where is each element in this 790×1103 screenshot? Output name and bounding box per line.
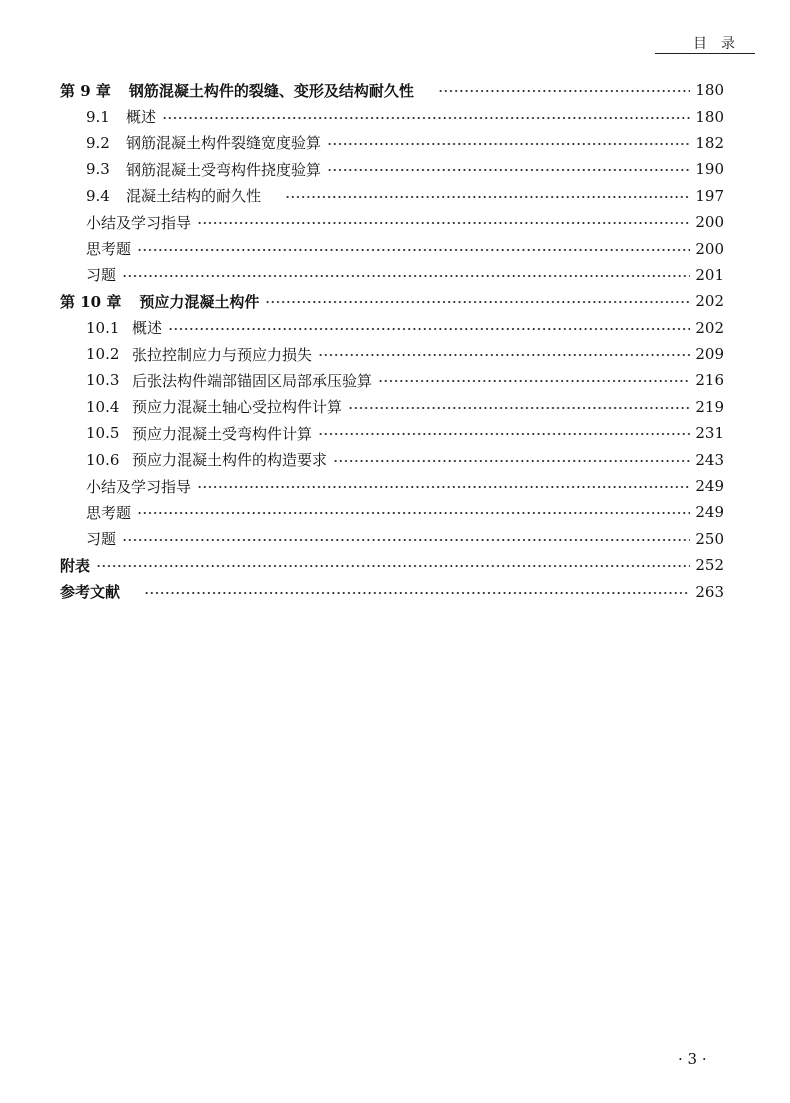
leader-dots	[318, 429, 690, 439]
toc-page: 197	[695, 186, 724, 205]
toc-number: 10.3	[86, 371, 120, 390]
leader-dots	[318, 350, 690, 360]
toc-title: 张拉控制应力与预应力损失	[132, 345, 313, 364]
leader-dots	[197, 482, 690, 492]
toc-section-10-5[interactable]	[60, 420, 724, 446]
toc-page: 263	[695, 582, 724, 601]
toc-title: 钢筋混凝土构件的裂缝、变形及结构耐久性	[128, 81, 414, 100]
toc-title: 概述	[126, 108, 157, 127]
toc-title: 小结及学习指导	[86, 213, 192, 232]
toc-number: 10.4	[86, 397, 120, 416]
toc-title: 钢筋混凝土受弯构件挠度验算	[126, 160, 322, 179]
toc-section-10-1[interactable]	[60, 315, 724, 341]
leader-dots	[348, 403, 690, 413]
toc-page: 202	[695, 318, 724, 337]
leader-dots	[168, 324, 690, 334]
running-header	[655, 30, 755, 54]
toc-number: 9.1	[86, 107, 110, 126]
leader-dots	[122, 535, 690, 545]
leader-dots	[162, 113, 690, 123]
toc-title: 钢筋混凝土构件裂缝宽度验算	[126, 134, 322, 153]
leader-dots	[327, 139, 690, 149]
toc-page: 201	[695, 265, 724, 284]
toc-title: 小结及学习指导	[86, 477, 192, 496]
page-number: · 3 ·	[678, 1050, 707, 1068]
toc-page: 249	[695, 477, 724, 496]
toc-section-10-4[interactable]	[60, 394, 724, 420]
toc-section-9-2[interactable]	[60, 130, 724, 156]
toc-number: 9.2	[86, 133, 110, 152]
toc-title: 思考题	[86, 240, 132, 259]
leader-dots	[327, 165, 690, 175]
toc-page: 209	[695, 345, 724, 364]
toc-title: 习题	[86, 266, 117, 285]
toc-title: 混凝土结构的耐久性	[126, 187, 262, 206]
toc-title: 参考文献	[60, 583, 121, 602]
leader-dots	[438, 86, 690, 96]
leader-dots	[137, 508, 690, 518]
toc-number: 10.1	[86, 318, 120, 337]
toc-section-9-4[interactable]	[60, 183, 724, 209]
toc-title: 预应力混凝土构件的构造要求	[132, 451, 328, 470]
toc-item-questions[interactable]	[60, 499, 724, 525]
running-header-title: 目录	[693, 36, 749, 52]
toc-title: 概述	[132, 319, 163, 338]
toc-section-10-3[interactable]	[60, 367, 724, 393]
toc-chapter-10[interactable]	[60, 288, 724, 314]
leader-dots	[285, 192, 690, 202]
toc-item-summary[interactable]	[60, 473, 724, 499]
toc-item-questions[interactable]	[60, 235, 724, 261]
toc-number: 9.3	[86, 160, 110, 179]
toc-page: 252	[695, 556, 724, 575]
toc-page: 243	[695, 450, 724, 469]
toc-section-9-3[interactable]	[60, 156, 724, 182]
toc-number: 第 10 章	[60, 292, 122, 311]
toc-page: 180	[695, 81, 724, 100]
toc-page: 200	[695, 213, 724, 232]
header-rule	[655, 53, 755, 54]
leader-dots	[96, 561, 690, 571]
toc-page: 182	[695, 133, 724, 152]
toc-chapter-9[interactable]	[60, 77, 724, 103]
toc-item-summary[interactable]	[60, 209, 724, 235]
toc-title: 后张法构件端部锚固区局部承压验算	[132, 371, 373, 390]
toc-page: 202	[695, 292, 724, 311]
leader-dots	[378, 376, 690, 386]
leader-dots	[144, 588, 690, 598]
toc-page: 216	[695, 371, 724, 390]
toc-number: 10.2	[86, 345, 120, 364]
toc-page: 249	[695, 503, 724, 522]
toc-title: 预应力混凝土轴心受拉构件计算	[132, 398, 343, 417]
toc-number: 10.6	[86, 450, 120, 469]
toc-title: 习题	[86, 530, 117, 549]
toc-number: 10.5	[86, 424, 120, 443]
leader-dots	[137, 245, 690, 255]
toc-page: 190	[695, 160, 724, 179]
toc-number: 9.4	[86, 186, 110, 205]
toc-item-exercises[interactable]	[60, 262, 724, 288]
toc-page: 200	[695, 239, 724, 258]
toc-title: 思考题	[86, 503, 132, 522]
leader-dots	[333, 456, 690, 466]
toc-references[interactable]	[60, 578, 724, 604]
leader-dots	[197, 218, 690, 228]
leader-dots	[265, 297, 690, 307]
toc-page: 250	[695, 529, 724, 548]
toc-title: 附表	[60, 556, 91, 575]
toc-item-exercises[interactable]	[60, 526, 724, 552]
toc-page: 180	[695, 107, 724, 126]
table-of-contents	[60, 77, 724, 605]
toc-page: 231	[695, 424, 724, 443]
toc-section-10-6[interactable]	[60, 446, 724, 472]
toc-appendix-tables[interactable]	[60, 552, 724, 578]
toc-title: 预应力混凝土构件	[139, 292, 260, 311]
toc-section-9-1[interactable]	[60, 103, 724, 129]
leader-dots	[122, 271, 690, 281]
toc-title: 预应力混凝土受弯构件计算	[132, 424, 313, 443]
toc-page: 219	[695, 397, 724, 416]
toc-number: 第 9 章	[60, 81, 111, 100]
toc-section-10-2[interactable]	[60, 341, 724, 367]
